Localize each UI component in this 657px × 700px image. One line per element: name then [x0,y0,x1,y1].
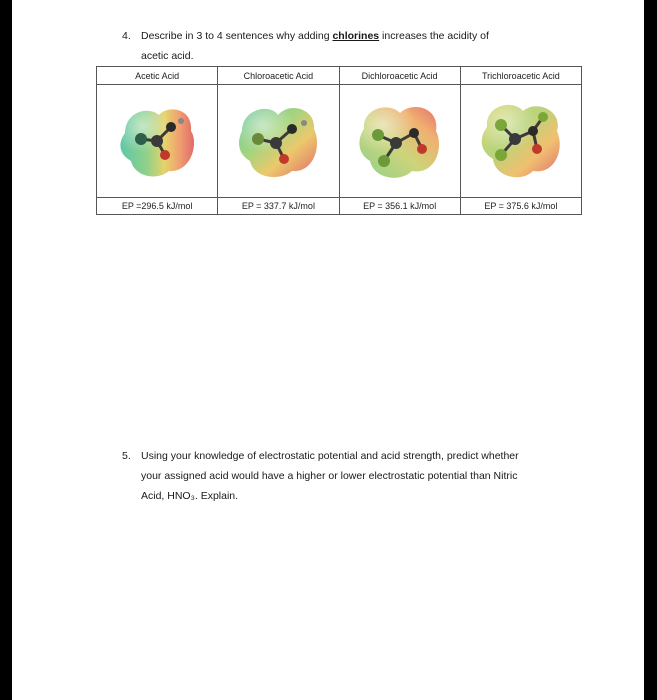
ep-chloroacetic-acid: EP = 337.7 kJ/mol [218,198,339,215]
chloroacetic-acid-ep-map [228,91,328,191]
dichloroacetic-acid-cell [339,85,460,198]
header-dichloroacetic-acid: Dichloroacetic Acid [339,67,460,85]
trichloroacetic-acid-cell [460,85,581,198]
question-5-text [141,446,519,506]
table-header-row [97,67,582,85]
question-4-line2: acetic acid. [141,50,194,62]
question-5-number: 5. [122,450,131,462]
question-4-keyword: chlorines [332,30,380,42]
header-acetic-acid: Acetic Acid [97,67,218,85]
header-trichloroacetic-acid: Trichloroacetic Acid [460,67,581,85]
document-page [12,0,644,700]
acetic-acid-ep-map [107,91,207,191]
chloroacetic-acid-cell [218,85,339,198]
electrostatic-potential-table [96,66,582,215]
ep-acetic-acid: EP =296.5 kJ/mol [97,198,218,215]
question-4-text-after: increases the acidity of [379,30,489,42]
ep-dichloroacetic-acid: EP = 356.1 kJ/mol [339,198,460,215]
header-chloroacetic-acid: Chloroacetic Acid [218,67,339,85]
acetic-acid-cell [97,85,218,198]
question-5-line3: Acid, HNO₃. Explain. [141,490,239,502]
question-4-text [141,26,489,66]
dichloroacetic-acid-ep-map [350,91,450,191]
ep-trichloroacetic-acid: EP = 375.6 kJ/mol [460,198,581,215]
table-image-row [97,85,582,198]
question-4-number: 4. [122,30,131,42]
question-5-line1: Using your knowledge of electrostatic potential and acid strength, predict whether [141,450,519,462]
trichloroacetic-acid-ep-map [471,91,571,191]
question-5-line2: your assigned acid would have a higher or lower electrostatic potential than Nitric [141,470,518,482]
question-4-line1 [141,26,489,46]
question-4-text-before: Describe in 3 to 4 sentences why adding [141,30,333,42]
table-ep-row [97,198,582,215]
